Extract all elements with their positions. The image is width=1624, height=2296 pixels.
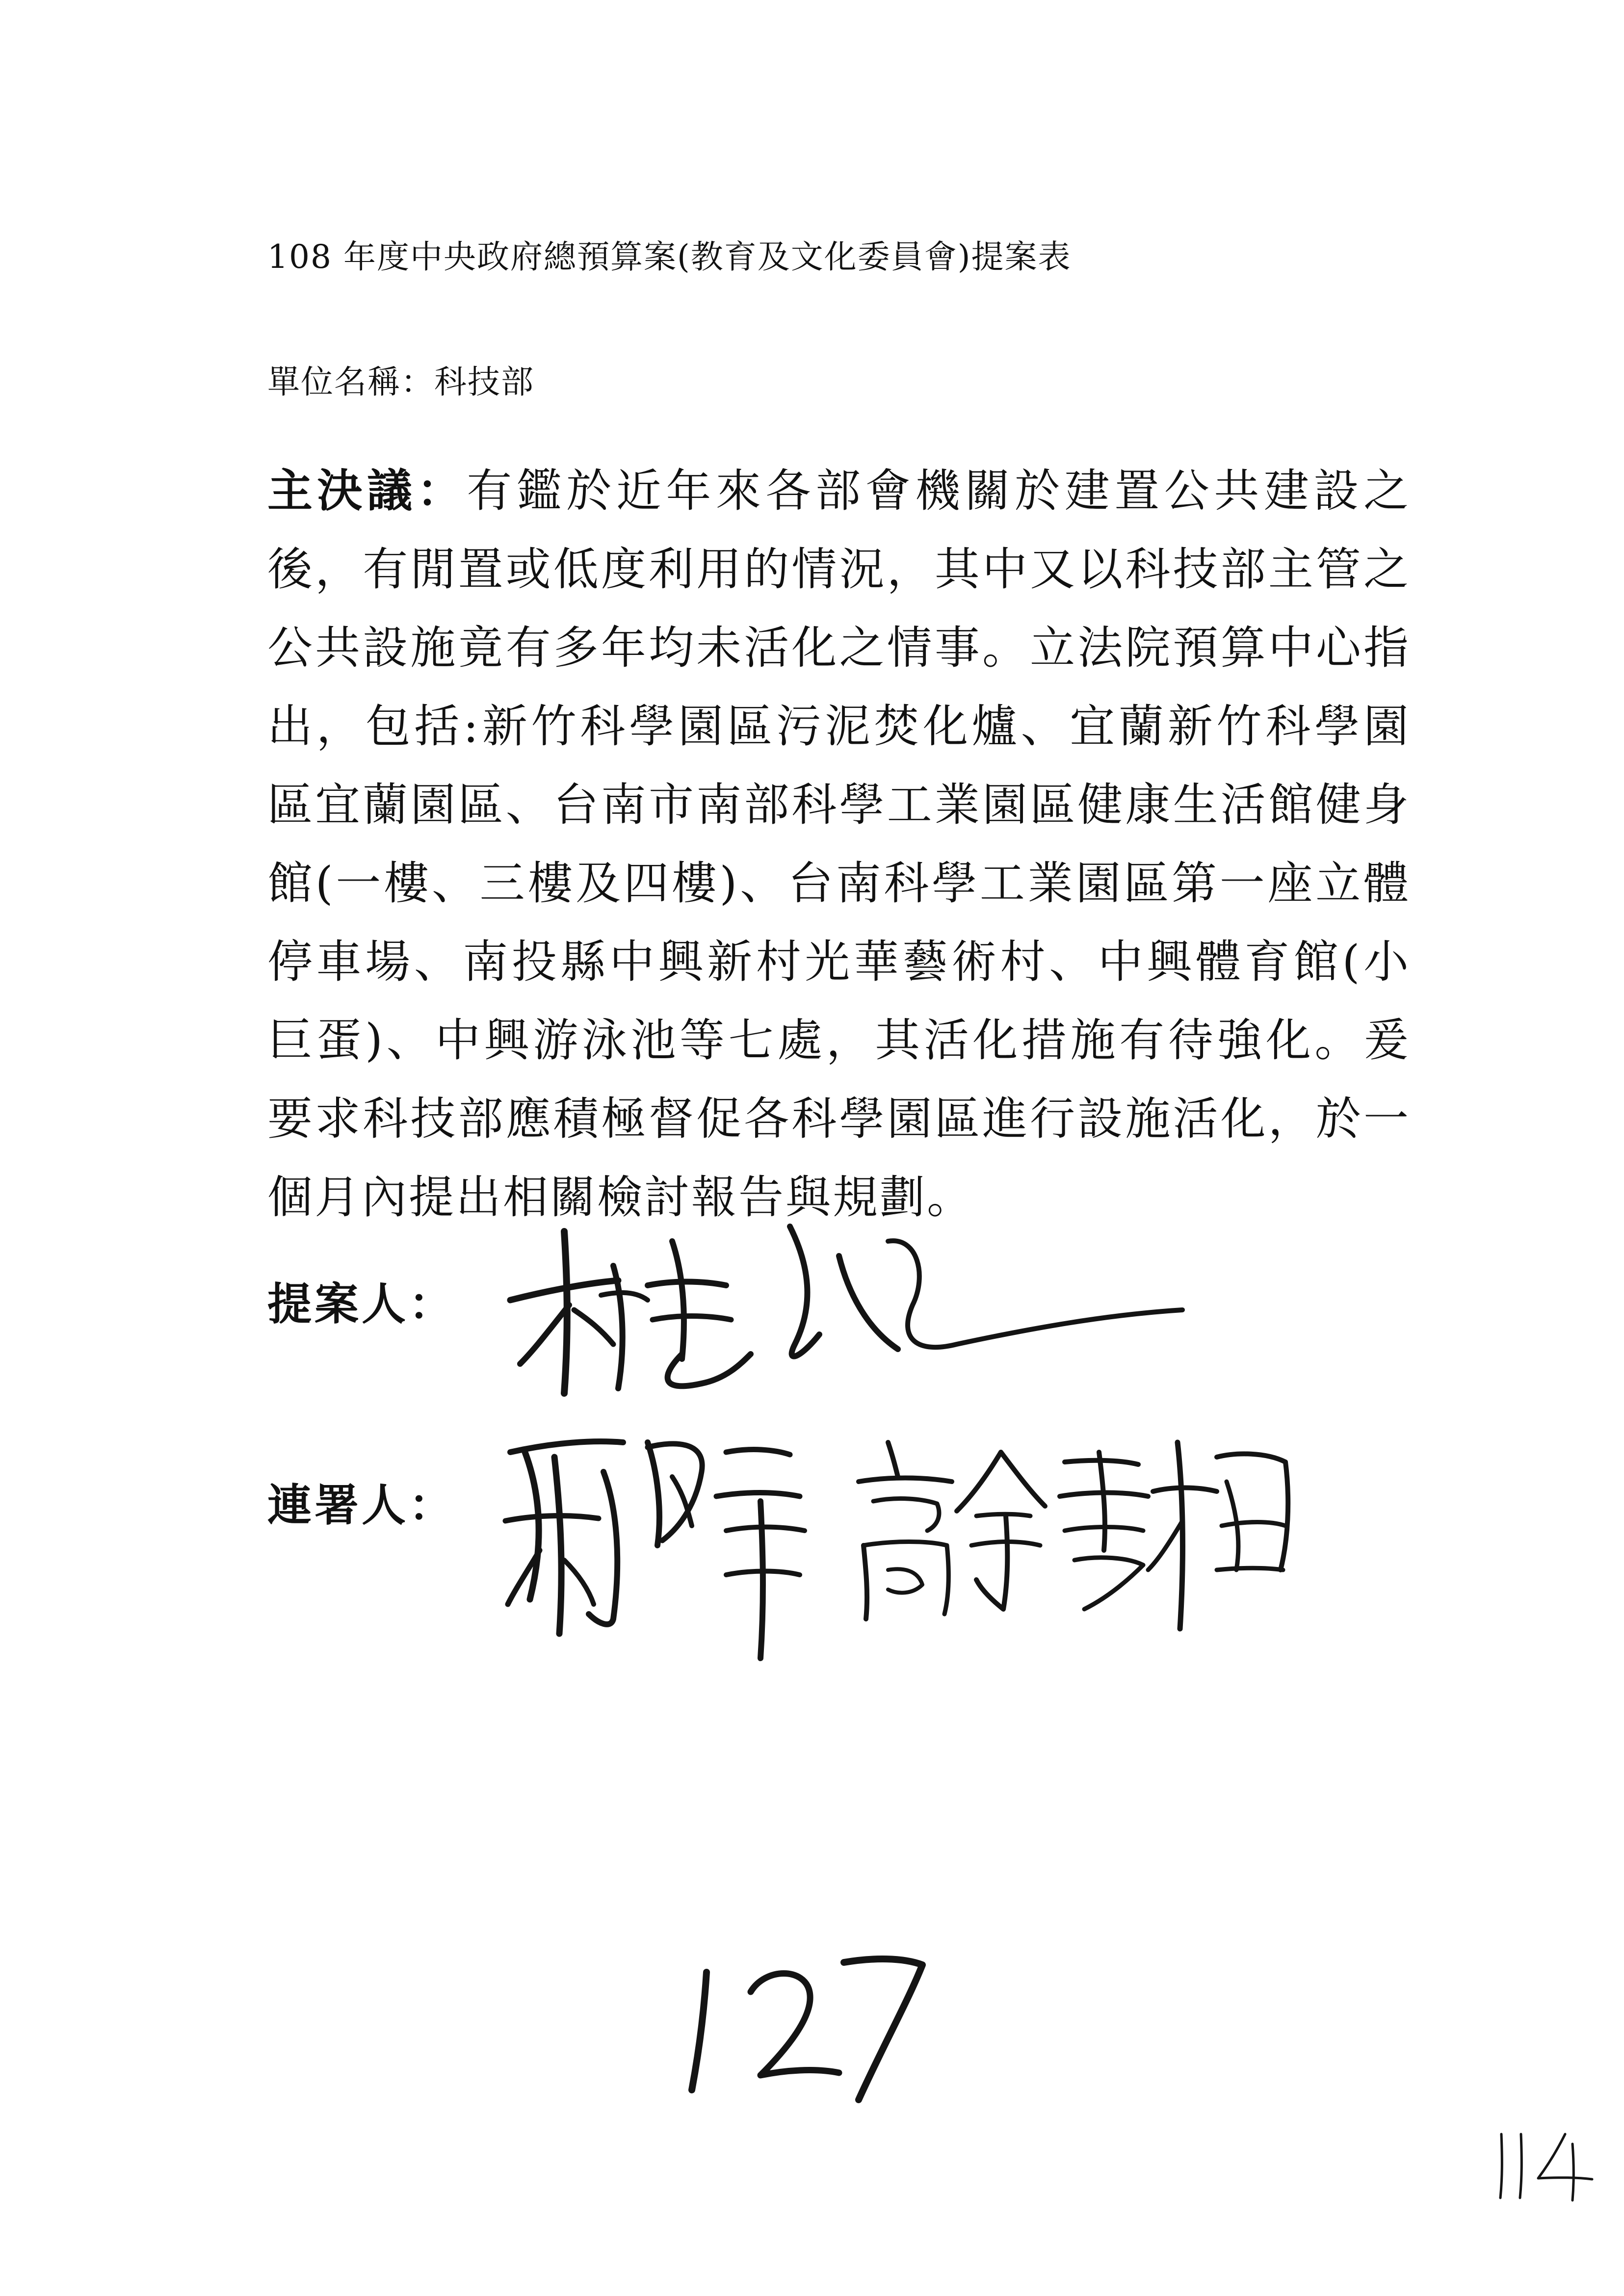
cosigner-label: 連署人： (267, 1479, 456, 1531)
resolution-text: 有鑑於近年來各部會機關於建置公共建設之後，有閒置或低度利用的情況，其中又以科技部主管之公共設施竟有多年均未活化之情事。立法院預算中心指出，包括:新竹科學園區污泥焚化爐、宜蘭新竹科學園區宜蘭園區、台南市南部科學工業園區健康生活館健身館(一樓、三樓及四樓)、台南科學工業園區第一座立體停車場、南投縣中興新村光華藝術村、中興體育館(小巨蛋)、中興游泳池等七處，其活化措施有待強化。爰要求科技部應積極督促各科學園區進行設施活化，於一個月內提出相關檢討報告與規劃。 (267, 465, 1411, 1224)
main-resolution (267, 451, 1411, 1237)
proposer-signature (496, 1197, 1192, 1403)
cosigner-signature-1 (496, 1413, 814, 1688)
proposer-label: 提案人： (267, 1278, 456, 1330)
handwritten-page-number-main (677, 1943, 932, 2110)
document-title: 108 年度中央政府總預算案(教育及文化委員會)提案表 (267, 238, 1072, 276)
resolution-label: 主決議： (267, 464, 467, 517)
handwritten-page-number-corner (1492, 2124, 1595, 2203)
cosigner-signature-2 (844, 1423, 1305, 1634)
unit-name-line: 單位名稱：科技部 (267, 363, 534, 401)
